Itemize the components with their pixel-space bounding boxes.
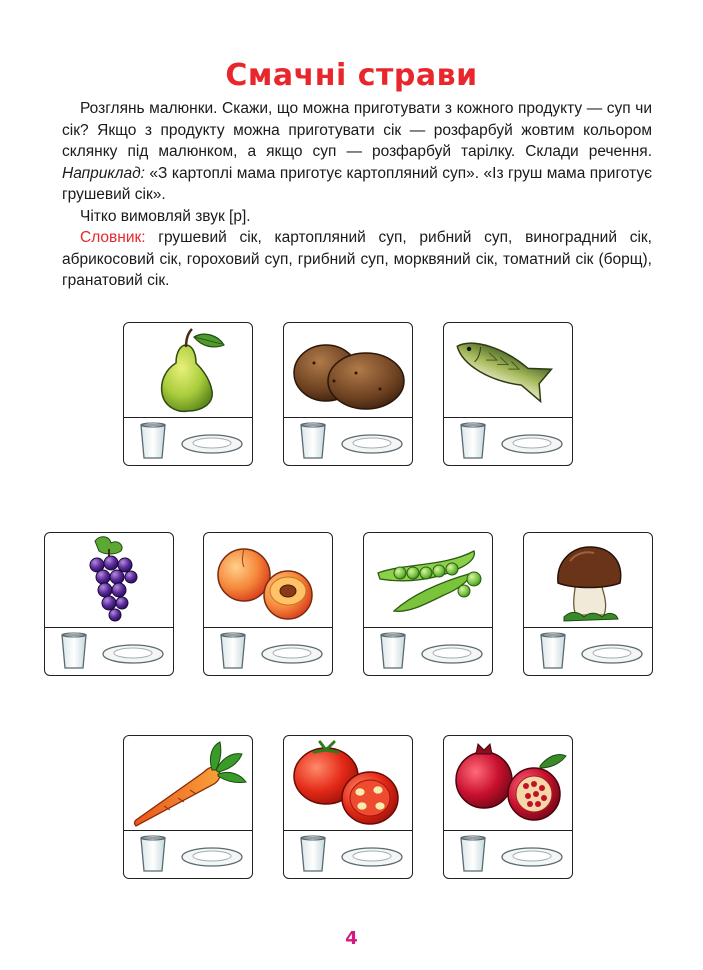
glass-icon[interactable]	[221, 633, 245, 668]
answer-row	[444, 830, 572, 879]
card-fish	[443, 322, 573, 466]
pear-icon	[124, 323, 252, 417]
example-label: Наприклад:	[62, 164, 145, 182]
glass-icon[interactable]	[541, 633, 565, 668]
card-apricot	[203, 532, 333, 676]
plate-icon[interactable]	[502, 435, 562, 453]
answer-row	[124, 830, 252, 879]
card-tomato	[283, 735, 413, 879]
instruction-paragraph	[62, 98, 652, 206]
glass-icon[interactable]	[461, 836, 485, 871]
instructions	[62, 98, 652, 292]
card-pear	[123, 322, 253, 466]
glass-icon[interactable]	[301, 836, 325, 871]
plate-icon[interactable]	[342, 435, 402, 453]
plate-icon[interactable]	[262, 645, 322, 663]
glass-icon[interactable]	[381, 633, 405, 668]
glass-icon[interactable]	[461, 423, 485, 458]
vocabulary-label: Словник:	[80, 229, 146, 246]
vocabulary-paragraph	[62, 227, 652, 292]
answer-row	[284, 830, 412, 879]
carrot-icon	[124, 736, 252, 830]
plate-icon[interactable]	[103, 645, 163, 663]
pomegranate-icon	[444, 736, 572, 830]
card-grapes	[44, 532, 174, 676]
tomato-icon	[284, 736, 412, 830]
fish-icon	[444, 323, 572, 417]
answer-row	[124, 417, 252, 466]
plate-icon[interactable]	[182, 848, 242, 866]
plate-icon[interactable]	[582, 645, 642, 663]
glass-icon[interactable]	[141, 423, 165, 458]
page-number: 4	[345, 928, 358, 949]
glass-icon[interactable]	[301, 423, 325, 458]
card-potatoes	[283, 322, 413, 466]
instruction-text: Розглянь малюнки. Скажи, що можна приготувати з кожного продукту — суп чи сік? Якщо з продукту можна приготувати сік — розфарбуй жовтим кольором склянку під малюнком, а якщо суп — розфарбуй тарілку. Склади речення.	[62, 100, 652, 160]
answer-row	[444, 417, 572, 466]
glass-icon[interactable]	[62, 633, 86, 668]
plate-icon[interactable]	[182, 435, 242, 453]
vocabulary-text: грушевий сік, картопляний суп, рибний суп, виноградний сік, абрикосовий сік, гороховий суп, грибний суп, морквяний сік, томатний сік (борщ), гранатовий сік.	[62, 229, 652, 289]
pronunciation-note: Чітко вимовляй звук [р].	[80, 207, 251, 225]
card-carrot	[123, 735, 253, 879]
example-text: «З картоплі мама приготує картопляний суп». «Із груш мама приготує грушевий сік».	[62, 164, 652, 203]
potato-icon	[284, 323, 412, 417]
answer-row	[284, 417, 412, 466]
plate-icon[interactable]	[342, 848, 402, 866]
card-mushroom	[523, 532, 653, 676]
answer-row	[364, 627, 492, 676]
answer-row	[524, 627, 652, 676]
answer-row	[204, 627, 332, 676]
card-pomegranate	[443, 735, 573, 879]
grapes-icon	[45, 533, 173, 627]
card-peas	[363, 532, 493, 676]
plate-icon[interactable]	[502, 848, 562, 866]
mushroom-icon	[524, 533, 652, 627]
glass-icon[interactable]	[141, 836, 165, 871]
page-title: Смачні страви	[225, 58, 478, 93]
plate-icon[interactable]	[422, 645, 482, 663]
peas-icon	[364, 533, 492, 627]
apricot-icon	[204, 533, 332, 627]
answer-row	[45, 627, 173, 676]
